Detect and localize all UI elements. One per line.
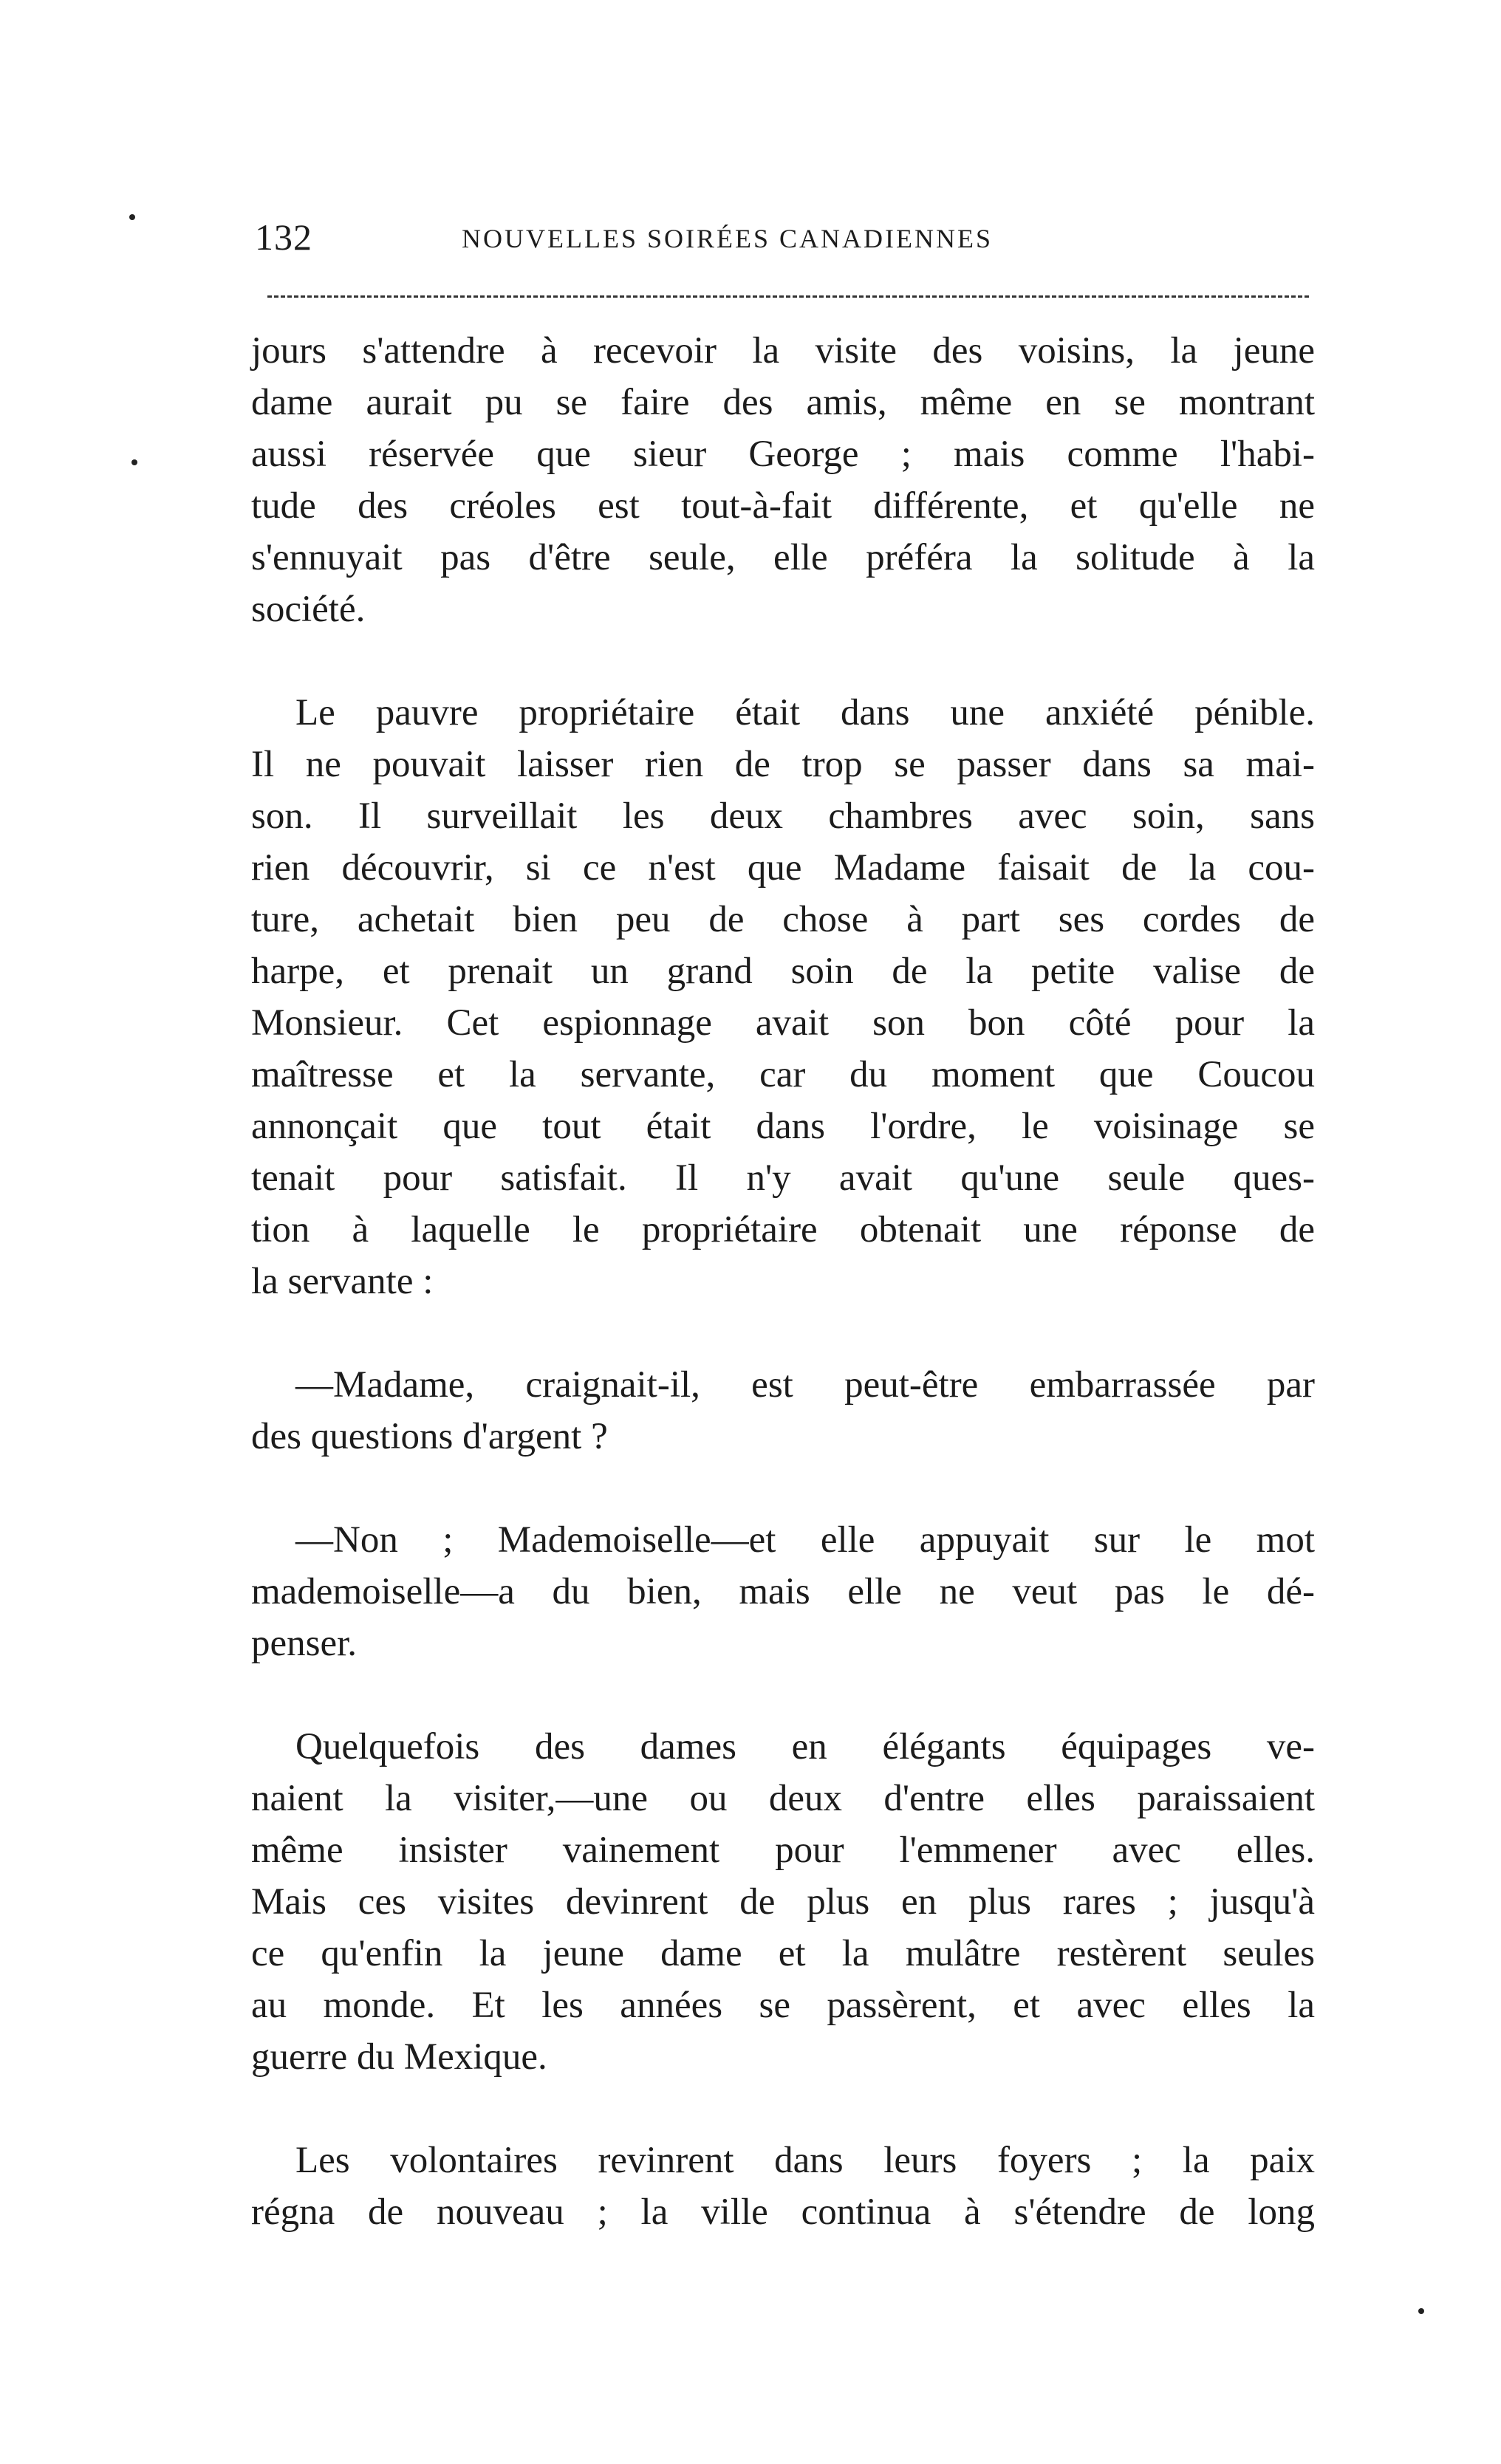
text-line: des questions d'argent ?: [251, 1416, 608, 1457]
text-line: Les volontaires revinrent dans leurs foyers ; la paix: [295, 2140, 1315, 2181]
paragraph: [251, 1359, 1315, 1462]
text-line: régna de nouveau ; la ville continua à s'étendre de long: [251, 2191, 1315, 2233]
text-line: Mais ces visites devinrent de plus en plus rares ; jusqu'à: [251, 1881, 1315, 1923]
body-text: [251, 325, 1315, 2290]
text-line: maîtresse et la servante, car du moment que Coucou: [251, 1054, 1315, 1095]
text-line: tenait pour satisfait. Il n'y avait qu'une seule ques-: [251, 1157, 1315, 1199]
text-line: ce qu'enfin la jeune dame et la mulâtre restèrent seules: [251, 1933, 1315, 1974]
page-number: 132: [255, 216, 312, 258]
running-title: NOUVELLES SOIRÉES CANADIENNES: [462, 224, 993, 253]
paragraph: [251, 2135, 1315, 2238]
page-header: [255, 216, 1304, 267]
paragraph: [251, 325, 1315, 635]
text-line: —Madame, craignait-il, est peut-être embarrassée par: [295, 1364, 1315, 1406]
text-line: naient la visiter,—une ou deux d'entre elles paraissaient: [251, 1778, 1315, 1819]
text-line: harpe, et prenait un grand soin de la petite valise de: [251, 951, 1315, 992]
text-line: son. Il surveillait les deux chambres avec soin, sans: [251, 795, 1315, 837]
text-line: même insister vainement pour l'emmener avec elles.: [251, 1830, 1315, 1871]
text-line: guerre du Mexique.: [251, 2036, 547, 2078]
paragraph: [251, 687, 1315, 1307]
text-line: annonçait que tout était dans l'ordre, le voisinage se: [251, 1106, 1315, 1147]
text-line: tion à laquelle le propriétaire obtenait une réponse de: [251, 1209, 1315, 1250]
text-line: tude des créoles est tout-à-fait différente, et qu'elle ne: [251, 485, 1315, 527]
text-line: aussi réservée que sieur George ; mais comme l'habi-: [251, 434, 1315, 475]
text-line: —Non ; Mademoiselle—et elle appuyait sur le mot: [295, 1519, 1315, 1561]
speck-mark: [129, 214, 135, 220]
text-line: Il ne pouvait laisser rien de trop se passer dans sa mai-: [251, 744, 1315, 785]
paragraph: [251, 1721, 1315, 2083]
text-line: Le pauvre propriétaire était dans une anxiété pénible.: [295, 692, 1315, 733]
header-rule: [267, 295, 1309, 298]
text-line: penser.: [251, 1623, 358, 1664]
text-line: dame aurait pu se faire des amis, même en se montrant: [251, 382, 1315, 423]
text-line: la servante :: [251, 1261, 434, 1302]
text-line: Quelquefois des dames en élégants équipages ve-: [295, 1726, 1315, 1767]
text-line: s'ennuyait pas d'être seule, elle préféra la solitude à la: [251, 537, 1315, 578]
speck-mark: [1418, 2308, 1424, 2314]
text-line: jours s'attendre à recevoir la visite des voisins, la jeune: [251, 330, 1315, 372]
text-line: société.: [251, 589, 366, 630]
text-line: mademoiselle—a du bien, mais elle ne veut pas le dé-: [251, 1571, 1315, 1612]
paragraph: [251, 1514, 1315, 1669]
text-line: rien découvrir, si ce n'est que Madame faisait de la cou-: [251, 847, 1315, 889]
speck-mark: [131, 459, 137, 465]
text-line: au monde. Et les années se passèrent, et avec elles la: [251, 1985, 1315, 2026]
text-line: Monsieur. Cet espionnage avait son bon côté pour la: [251, 1002, 1315, 1044]
text-line: ture, achetait bien peu de chose à part ses cordes de: [251, 899, 1315, 940]
